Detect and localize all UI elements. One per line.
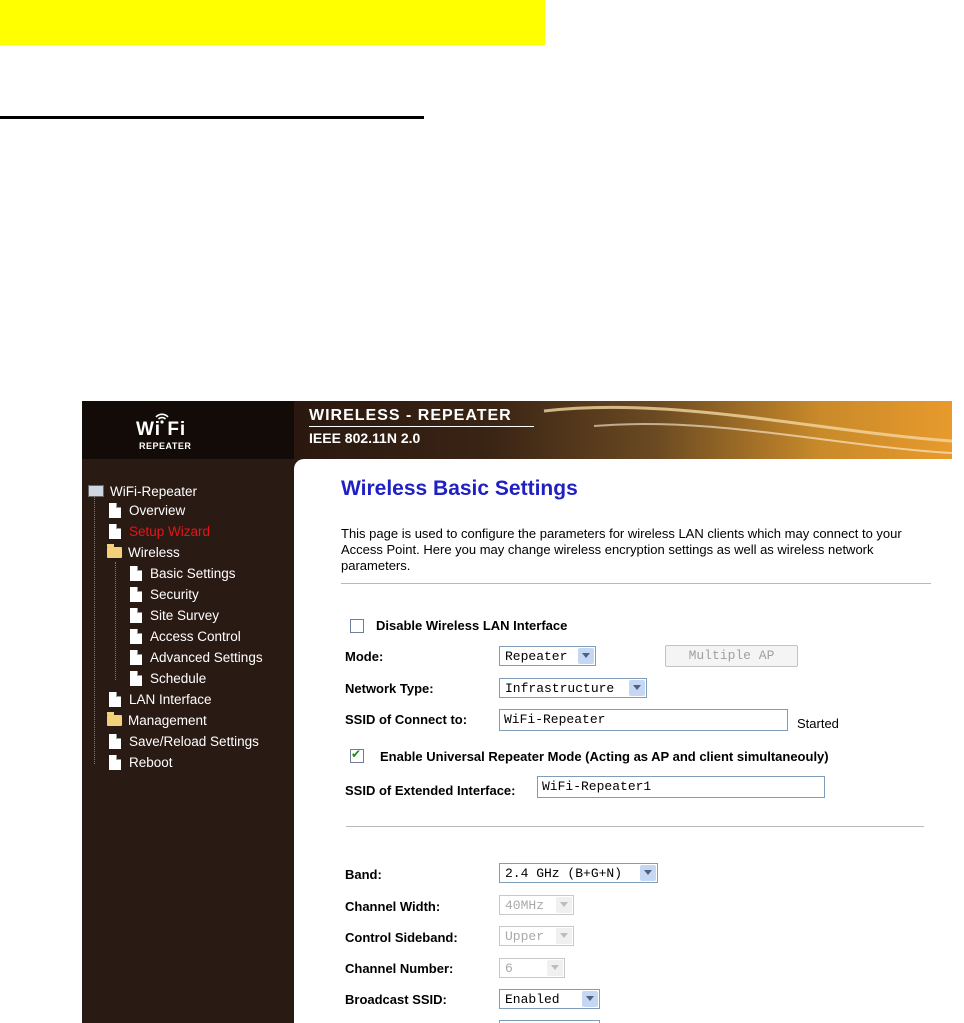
chevron-down-icon: [547, 960, 563, 976]
page-icon: [130, 608, 142, 623]
sidebar-item-overview[interactable]: [109, 500, 185, 520]
page-icon: [109, 692, 121, 707]
sidebar-item-label: LAN Interface: [129, 691, 212, 707]
sidebar-item-save-reload-settings[interactable]: [109, 731, 259, 751]
control-sideband-select[interactable]: [499, 926, 574, 946]
sidebar-item-label: Security: [150, 586, 199, 602]
sidebar-item-label: Basic Settings: [150, 565, 236, 581]
header: [82, 401, 952, 459]
main-content: [294, 459, 952, 1023]
sidebar-item-label: Overview: [129, 502, 186, 518]
band-selected-value: 2.4 GHz (B+G+N): [505, 866, 623, 881]
chevron-down-icon: [640, 865, 656, 881]
page-icon: [130, 629, 142, 644]
channel-width-selected-value: 40MHz: [505, 898, 545, 913]
network-type-label: Network Type:: [345, 681, 434, 696]
sidebar-item-label: Management: [128, 712, 207, 728]
network-type-select[interactable]: [499, 678, 647, 698]
network-type-selected-value: Infrastructure: [505, 681, 615, 696]
mode-label: Mode:: [345, 649, 384, 664]
ssid-extended-label: SSID of Extended Interface:: [345, 783, 516, 798]
sidebar-item-label: Save/Reload Settings: [129, 733, 259, 749]
sidebar-item-label: Site Survey: [150, 607, 220, 623]
sidebar-item-site-survey[interactable]: [130, 605, 219, 625]
wifi-repeater-logo: [82, 401, 294, 459]
disable-wlan-checkbox[interactable]: [350, 619, 364, 633]
sidebar-item-security[interactable]: [130, 584, 199, 604]
sidebar-item-label: Reboot: [129, 754, 173, 770]
chevron-down-icon: [578, 648, 594, 664]
sidebar-item-root[interactable]: [88, 481, 197, 501]
router-admin-window: [82, 401, 952, 1023]
chevron-down-icon: [556, 897, 572, 913]
header-banner: [294, 401, 952, 459]
sidebar-item-label: Access Control: [150, 628, 241, 644]
logo-subtext: REPEATER: [139, 441, 192, 451]
tree-connector: [115, 562, 116, 680]
sidebar-item-advanced-settings[interactable]: [130, 647, 263, 667]
sidebar-item-access-control[interactable]: [130, 626, 241, 646]
band-label: Band:: [345, 867, 382, 882]
yellow-highlight-band: [0, 0, 545, 45]
sidebar-item-basic-settings[interactable]: [130, 563, 236, 583]
sidebar-item-schedule[interactable]: [130, 668, 206, 688]
sidebar-item-label: Advanced Settings: [150, 649, 263, 665]
sidebar-item-label: WiFi-Repeater: [110, 483, 198, 499]
page-icon: [109, 524, 121, 539]
banner-title: WIRELESS - REPEATER: [309, 407, 512, 424]
sidebar-item-setup-wizard[interactable]: [109, 521, 210, 541]
page-icon: [130, 566, 142, 581]
sidebar-item-management[interactable]: [107, 710, 207, 730]
sidebar-tree: [82, 459, 294, 1023]
mode-selected-value: Repeater: [505, 649, 568, 664]
computer-icon: [88, 485, 104, 497]
page-description: This page is used to configure the parameters for wireless LAN clients which may connect to your Access Point. Here you may change wireless encryption settings as well as wireless network parameters.: [341, 526, 902, 573]
sidebar-item-wireless[interactable]: [107, 542, 180, 562]
disable-wlan-label: Disable Wireless LAN Interface: [376, 618, 568, 633]
sidebar-item-reboot[interactable]: [109, 752, 173, 772]
ssid-connect-input[interactable]: WiFi-Repeater: [499, 709, 788, 731]
channel-width-label: Channel Width:: [345, 899, 441, 914]
page-icon: [130, 671, 142, 686]
page-icon: [130, 587, 142, 602]
ssid-extended-input[interactable]: WiFi-Repeater1: [537, 776, 825, 798]
control-sideband-selected-value: Upper: [505, 929, 545, 944]
ssid-connect-label: SSID of Connect to:: [345, 712, 468, 727]
control-sideband-label: Control Sideband:: [345, 930, 458, 945]
channel-number-label: Channel Number:: [345, 961, 454, 976]
tree-connector: [94, 489, 95, 764]
page-title: Wireless Basic Settings: [341, 477, 578, 500]
sidebar-item-label: Setup Wizard: [129, 523, 211, 539]
page-icon: [109, 503, 121, 518]
broadcast-ssid-label: Broadcast SSID:: [345, 992, 447, 1007]
mode-select[interactable]: [499, 646, 596, 666]
chevron-down-icon: [582, 991, 598, 1007]
broadcast-ssid-select[interactable]: [499, 989, 600, 1009]
broadcast-ssid-selected-value: Enabled: [505, 992, 560, 1007]
sidebar-item-lan-interface[interactable]: [109, 689, 212, 709]
page-icon: [130, 650, 142, 665]
channel-number-selected-value: 6: [505, 961, 513, 976]
page-icon: [109, 734, 121, 749]
universal-repeater-label: Enable Universal Repeater Mode (Acting as AP and client simultaneouly): [380, 749, 829, 764]
folder-icon: [107, 715, 122, 726]
sidebar-item-label: Schedule: [150, 670, 207, 686]
chevron-down-icon: [556, 928, 572, 944]
sidebar-item-label: Wireless: [128, 544, 180, 560]
banner-divider: [309, 426, 534, 427]
channel-number-select[interactable]: [499, 958, 565, 978]
universal-repeater-checkbox[interactable]: [350, 749, 364, 763]
section-divider: [346, 826, 924, 827]
ssid-connect-status: Started: [797, 716, 839, 731]
section-divider: [341, 583, 931, 584]
banner-subtitle: IEEE 802.11N 2.0: [309, 430, 421, 446]
document-underline-rule: [0, 116, 424, 119]
chevron-down-icon: [629, 680, 645, 696]
band-select[interactable]: [499, 863, 658, 883]
logo-text: Wi Fi: [136, 419, 187, 440]
page-icon: [109, 755, 121, 770]
channel-width-select[interactable]: [499, 895, 574, 915]
multiple-ap-button[interactable]: Multiple AP: [665, 645, 798, 667]
folder-open-icon: [107, 547, 122, 558]
